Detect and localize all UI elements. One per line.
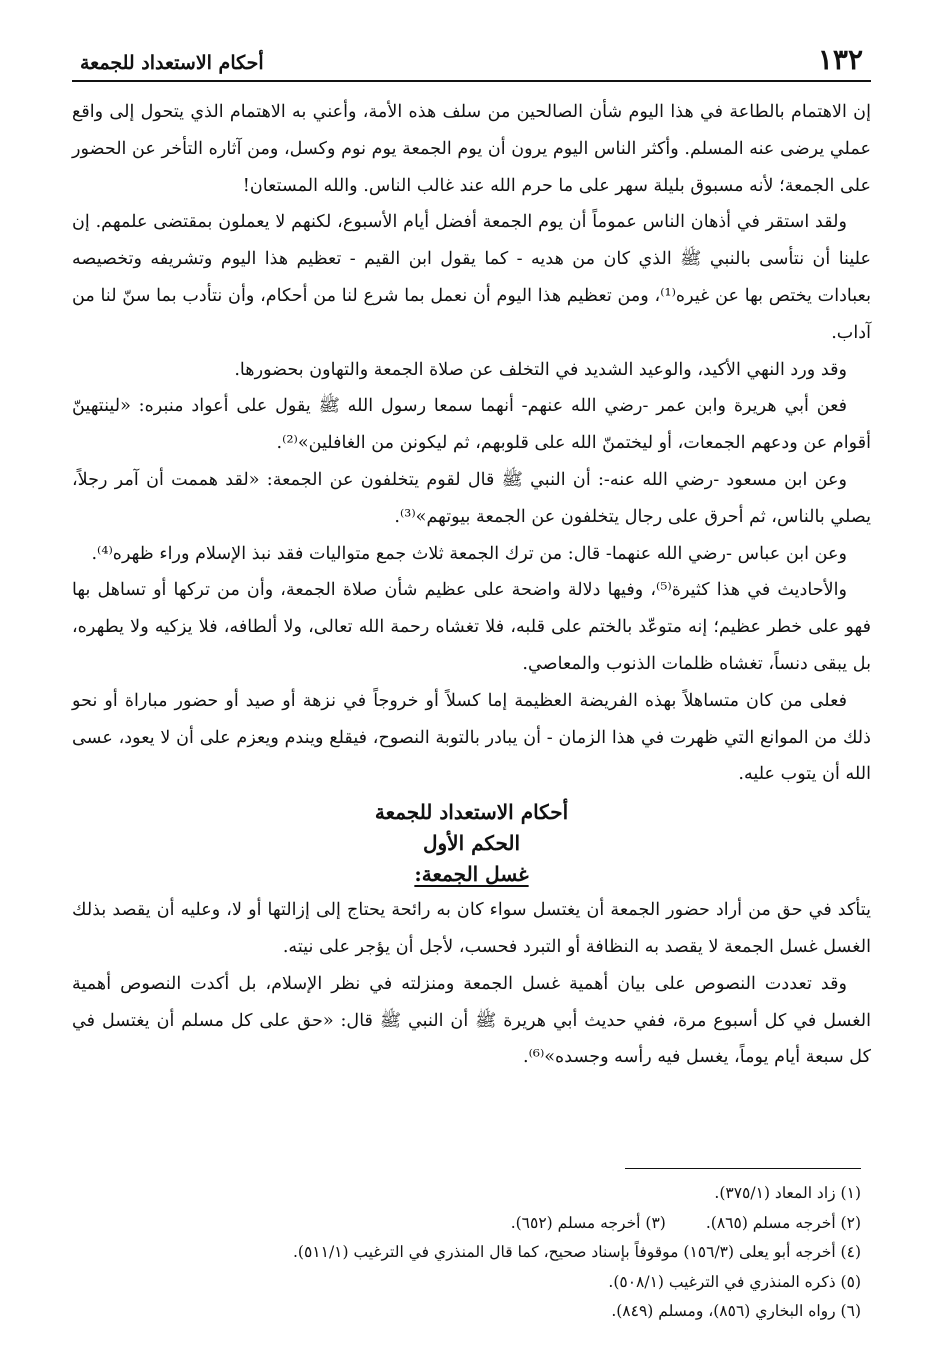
footnote: (٣) أخرجه مسلم (٦٥٢). [510,1213,666,1232]
ruling-heading: الحكم الأول [422,831,521,856]
paragraph: يتأكد في حق من أراد حضور الجمعة أن يغتسل سواء كان به رائحة يحتاج إلى إزالتها أو لا، وعليه أن يقصد بذلك الغسل غسل الجمعة لا يقصد به النظافة أو التبرد فحسب، لأجل أن يؤجر على نيته. [72,900,871,957]
paragraph: فعن أبي هريرة وابن عمر -رضي الله عنهم- أنهما سمعا رسول الله ﷺ يقول على أعواد منبره: «لينتهينّ أقوام عن ودعهم الجمعات، أو ليختمنّ الله على قلوبهم، ثم ليكونن من الغافلين»⁽²⁾. [72,396,871,454]
subject-heading: غسل الجمعة: [414,862,529,887]
paragraph: ولقد استقر في أذهان الناس عموماً أن يوم الجمعة أفضل أيام الأسبوع، لكنهم لا يعملون بمقتضى علمهم. إن علينا أن نتأسى بالنبي ﷺ الذي كان من هديه - كما يقول ابن القيم - تعظيم هذا اليوم وتشريفه وتخصيصه بعبادات يختص بها عن غيره⁽¹⁾، ومن تعظيم هذا اليوم أن نعمل بما شرع لنا من أحكام، وأن نتأدب بما سنّ لنا من آداب. [72,212,871,343]
paragraph: وعن ابن مسعود -رضي الله عنه-: أن النبي ﷺ قال لقوم يتخلفون عن الجمعة: «لقد هممت أن آمر رجلاً، يصلي بالناس، ثم أحرق على رجال يتخلفون عن الجمعة بيوتهم»⁽³⁾. [72,469,871,527]
running-header [72,34,871,82]
body-text [72,94,871,1076]
section-headings [72,797,871,890]
paragraph: وقد ورد النهي الأكيد، والوعيد الشديد في التخلف عن صلاة الجمعة والتهاون بحضورها. [234,359,847,380]
footnote: (٤) أخرجه أبو يعلى (١٥٦/٣) موقوفاً بإسناد صحيح، كما قال المنذري في الترغيب (٥١١/١). [293,1243,861,1261]
paragraph: وعن ابن عباس -رضي الله عنهما- قال: من ترك الجمعة ثلاث جمع متواليات فقد نبذ الإسلام وراء ظهره⁽⁴⁾. [91,543,847,564]
footnote: (١) زاد المعاد (٣٧٥/١). [714,1184,861,1202]
paragraph: والأحاديث في هذا كثيرة⁽⁵⁾، وفيها دلالة واضحة على عظيم شأن صلاة الجمعة، وأن من تركها أو تساهل بها فهو على خطر عظيم؛ إنه متوعّد بالختم على قلبه، فلا تغشاه رحمة الله تعالى، ولا ألطافه، فلا يزكيه ولا يطهره، بل يبقى دنساً، تغشاه ظلمات الذنوب والمعاصي. [72,580,871,674]
footnote-divider [625,1168,861,1169]
page-number: ١٣٢ [817,43,863,76]
paragraph: إن الاهتمام بالطاعة في هذا اليوم شأن الصالحين من سلف هذه الأمة، وأعني به الاهتمام الذي يتحول إلى واقع عملي يرضى عنه المسلم. وأكثر الناس اليوم يرون أن يوم الجمعة يوم نوم وكسل، ومن آثاره التأخر عن الحضور على الجمعة؛ لأنه مسبوق بليلة سهر على ما حرم الله عند غالب الناس. والله المستعان! [72,102,871,196]
footnote: (٢) أخرجه مسلم (٨٦٥). [705,1213,861,1232]
footnote-row [441,1209,861,1239]
section-heading: أحكام الاستعداد للجمعة [374,800,569,825]
footnote: (٥) ذكره المنذري في الترغيب (٥٠٨/١). [608,1272,861,1291]
paragraph: فعلى من كان متساهلاً بهذه الفريضة العظيمة إما كسلاً أو خروجاً في نزهة أو صيد أو حضور مباراة أو نحو ذلك من الموانع التي ظهرت في هذا الزمان - أن يبادر بالتوبة النصوح، فيقلع ويندم ويعزم على أن لا يعود، عسى الله أن يتوب عليه. [72,690,871,785]
footnote: (٦) رواه البخاري (٨٥٦)، ومسلم (٨٤٩). [611,1302,861,1320]
header-title: أحكام الاستعداد للجمعة [80,52,264,74]
footnotes [293,1168,861,1327]
paragraph: وقد تعددت النصوص على بيان أهمية غسل الجمعة ومنزلته في نظر الإسلام، بل أكدت النصوص أهمية الغسل في كل أسبوع مرة، ففي حديث أبي هريرة ﷺ أن النبي ﷺ قال: «حق على كل مسلم أن يغتسل في كل سبعة أيام يوماً، يغسل فيه رأسه وجسده»⁽⁶⁾. [72,973,871,1068]
